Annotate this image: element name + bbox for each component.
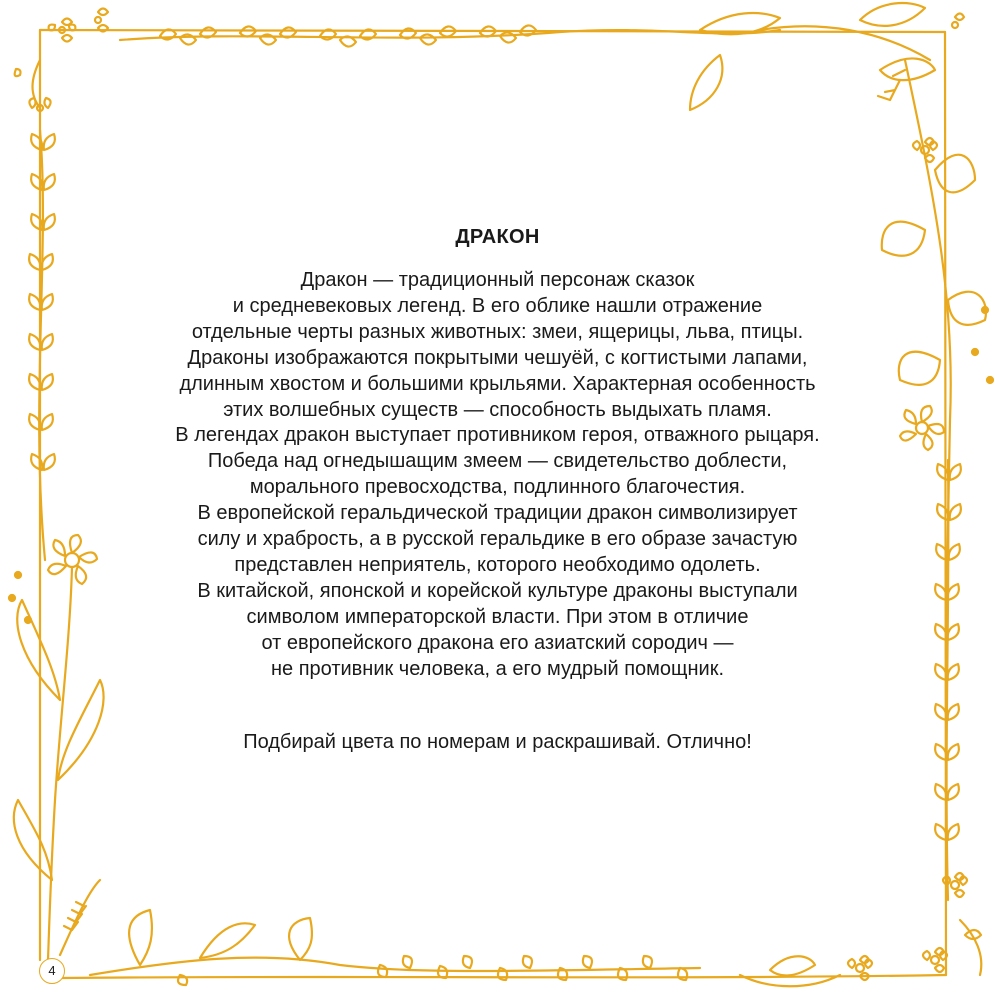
article-line: Победа над огнедышащим змеем — свидетельство доблести,	[207, 450, 788, 473]
article-line: символом императорской власти. При этом в отличие	[246, 605, 749, 628]
article-line: длинным хвостом и большими крыльями. Характерная особенность	[179, 372, 816, 395]
article-line: Дракон — традиционный персонаж сказок	[300, 269, 695, 291]
article-line: силу и храбрость, а в русской геральдике в его образе зачастую	[197, 528, 798, 551]
article	[60, 222, 935, 755]
bottom-left-vine	[60, 880, 700, 985]
article-line: В европейской геральдической традиции дракон символизирует	[197, 502, 798, 525]
top-right-branch	[690, 3, 964, 162]
article-body	[60, 268, 935, 683]
article-line: этих волшебных существ — способность выдыхать пламя.	[223, 398, 772, 421]
article-line: В легендах дракон выступает противником героя, отважного рыцаря.	[175, 424, 820, 447]
article-line: морального превосходства, подлинного благочестия.	[249, 476, 746, 499]
right-lower-vine	[935, 460, 961, 900]
article-line: отдельные черты разных животных: змеи, ящерицы, льва, птицы.	[191, 320, 804, 343]
article-line: и средневековых легенд. В его облике нашли отражение	[232, 294, 763, 317]
top-vine	[120, 25, 780, 46]
page-number: 4	[39, 958, 65, 984]
top-left-flowers	[15, 9, 108, 112]
article-line: В китайской, японской и корейской культуре драконы выступали	[197, 579, 798, 602]
article-line: представлен неприятель, которого необходимо одолеть.	[234, 553, 761, 576]
article-line: не противник человека, а его мудрый помощник.	[270, 657, 725, 680]
article-title: ДРАКОН	[455, 226, 540, 248]
left-vine	[29, 130, 55, 560]
article-line: от европейского дракона его азиатский сородич —	[261, 631, 734, 654]
closing-instruction: Подбирай цвета по номерам и раскрашивай. Отлично!	[243, 730, 752, 753]
article-line: Драконы изображаются покрытыми чешуёй, с когтистыми лапами,	[187, 346, 808, 369]
